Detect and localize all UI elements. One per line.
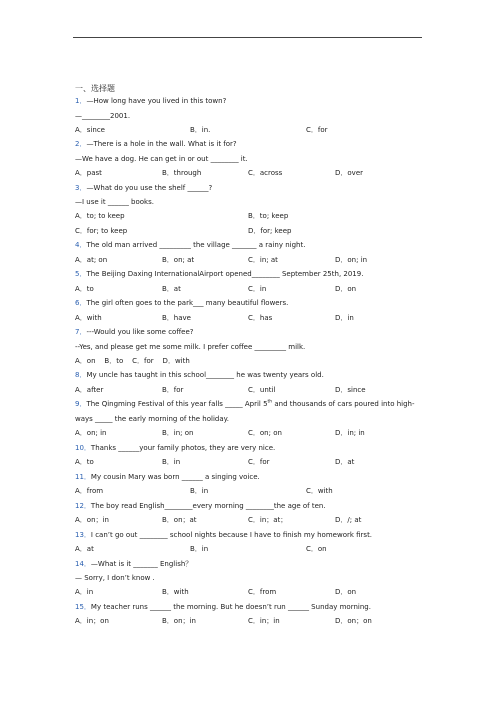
question-number: 6． xyxy=(75,299,87,307)
question-15-stem xyxy=(75,603,371,612)
option-c: C．for; to keep xyxy=(75,227,128,235)
option-b: B．with xyxy=(162,588,189,596)
header-rule xyxy=(73,37,422,38)
question-2-stem xyxy=(75,140,237,149)
option-b: B．on；at xyxy=(162,516,197,524)
question-text: My teacher runs ______ the morning. But he doesn’t run ______ Sunday morning. xyxy=(90,603,371,611)
question-text: I can’t go out ________ school nights because I have to finish my homework first. xyxy=(90,531,373,539)
question-text: My cousin Mary was born ______ a singing voice. xyxy=(90,473,260,481)
option-c: C．across xyxy=(248,169,283,177)
question-6-stem xyxy=(75,299,288,308)
question-text: —What do you use the shelf ______? xyxy=(86,184,213,192)
question-number: 9． xyxy=(75,400,87,408)
option-b: B．to; keep xyxy=(248,212,289,220)
option-b: B．in. xyxy=(190,126,211,134)
question-number: 2． xyxy=(75,140,87,148)
question-text-continued: and thousands of cars poured into high- xyxy=(272,400,415,408)
question-number: 10． xyxy=(75,444,91,452)
option-a: A．on; in xyxy=(75,429,107,437)
option-d: D．over xyxy=(335,169,363,177)
question-7-stem xyxy=(75,328,193,337)
option-c: C．in；in xyxy=(248,617,280,625)
question-10-stem xyxy=(75,444,275,453)
question-11-stem xyxy=(75,473,260,482)
option-b: B．in xyxy=(190,545,209,553)
ordinal-suffix: th xyxy=(267,399,273,405)
question-text: —How long have you lived in this town? xyxy=(86,97,227,105)
question-3-stem xyxy=(75,184,212,193)
question-text: The girl often goes to the park___ many beautiful flowers. xyxy=(86,299,289,307)
question-text: ---Would you like some coffee? xyxy=(86,328,194,336)
option-d: D．since xyxy=(335,386,366,394)
question-13-stem xyxy=(75,531,372,540)
option-c: C．has xyxy=(248,314,273,322)
option-a: A．past xyxy=(75,169,102,177)
question-3-line: —I use it ______ books. xyxy=(75,198,154,206)
question-number: 5． xyxy=(75,270,87,278)
question-1-stem xyxy=(75,97,226,106)
option-c: C．on; on xyxy=(248,429,282,437)
question-14-line: — Sorry, I don’t know . xyxy=(75,574,155,582)
option-b: B．for xyxy=(162,386,184,394)
option-a: A．to xyxy=(75,285,94,293)
question-4-stem xyxy=(75,241,305,250)
option-d: D．at xyxy=(335,458,355,466)
question-8-stem xyxy=(75,371,324,380)
option-d: D．for; keep xyxy=(248,227,292,235)
option-a: A．from xyxy=(75,487,104,495)
question-text: The old man arrived _________ the village _______ a rainy night. xyxy=(86,241,306,249)
question-text: —What is it _______ English？ xyxy=(90,560,193,568)
question-text: The Beijing Daxing InternationalAirport opened________ September 25th, 2019. xyxy=(86,270,364,278)
question-14-stem xyxy=(75,560,192,569)
question-12-stem xyxy=(75,502,326,511)
option-b: B．through xyxy=(162,169,202,177)
option-b: B．have xyxy=(162,314,191,322)
option-d: D．in xyxy=(335,314,354,322)
option-c: C．on xyxy=(306,545,327,553)
question-number: 7． xyxy=(75,328,87,336)
option-d: D．on; in xyxy=(335,256,368,264)
question-9-line: ways _____ the early morning of the holiday. xyxy=(75,415,229,423)
inline-options: A．on B．to C．for D．with xyxy=(75,357,190,365)
question-text: The Qingming Festival of this year falls _____ April 5 xyxy=(86,400,268,408)
option-d: D．/; at xyxy=(335,516,362,524)
question-text: The boy read English________every morning ________the age of ten. xyxy=(90,502,326,510)
option-c: C．in xyxy=(248,285,267,293)
option-a: A．since xyxy=(75,126,105,134)
option-a: A．at; on xyxy=(75,256,108,264)
question-1-line: —________2001. xyxy=(75,112,131,120)
option-a: A．with xyxy=(75,314,102,322)
option-a: A．to; to keep xyxy=(75,212,125,220)
option-b: B．at xyxy=(162,285,181,293)
question-number: 14． xyxy=(75,560,91,568)
question-number: 3． xyxy=(75,184,87,192)
question-number: 4． xyxy=(75,241,87,249)
question-2-line: —We have a dog. He can get in or out ________ it. xyxy=(75,155,248,163)
option-c: C．in；at； xyxy=(248,516,288,524)
option-d: D．on；on xyxy=(335,617,372,625)
section-title: 一、选择题 xyxy=(75,84,115,93)
question-7-line: --Yes, and please get me some milk. I prefer coffee _________ milk. xyxy=(75,343,306,351)
question-number: 12． xyxy=(75,502,91,510)
question-text: My uncle has taught in this school________ he was twenty years old. xyxy=(86,371,324,379)
option-a: A．after xyxy=(75,386,104,394)
option-c: C．in; at xyxy=(248,256,278,264)
option-b: B．in xyxy=(190,487,209,495)
option-c: C．for xyxy=(306,126,328,134)
question-number: 13． xyxy=(75,531,91,539)
question-text: Thanks ______your family photos, they are very nice. xyxy=(90,444,276,452)
option-a: A．in xyxy=(75,588,94,596)
option-d: D．on xyxy=(335,588,357,596)
option-b: B．in; on xyxy=(162,429,194,437)
option-b: B．in xyxy=(162,458,181,466)
option-a: A．in；on xyxy=(75,617,109,625)
option-c: C．for xyxy=(248,458,270,466)
question-number: 15． xyxy=(75,603,91,611)
option-c: C．until xyxy=(248,386,276,394)
question-number: 11． xyxy=(75,473,91,481)
question-5-stem xyxy=(75,270,363,279)
option-a: A．to xyxy=(75,458,94,466)
option-a: A．at xyxy=(75,545,94,553)
question-text: —There is a hole in the wall. What is it for? xyxy=(86,140,237,148)
option-c: C．with xyxy=(306,487,333,495)
option-a: A．on；in xyxy=(75,516,109,524)
question-number: 1． xyxy=(75,97,87,105)
option-b: B．on; at xyxy=(162,256,195,264)
option-d: D．in; in xyxy=(335,429,365,437)
question-9-stem xyxy=(75,400,415,409)
question-number: 8． xyxy=(75,371,87,379)
option-b: B．on；in xyxy=(162,617,196,625)
option-d: D．on xyxy=(335,285,357,293)
option-c: C．from xyxy=(248,588,277,596)
